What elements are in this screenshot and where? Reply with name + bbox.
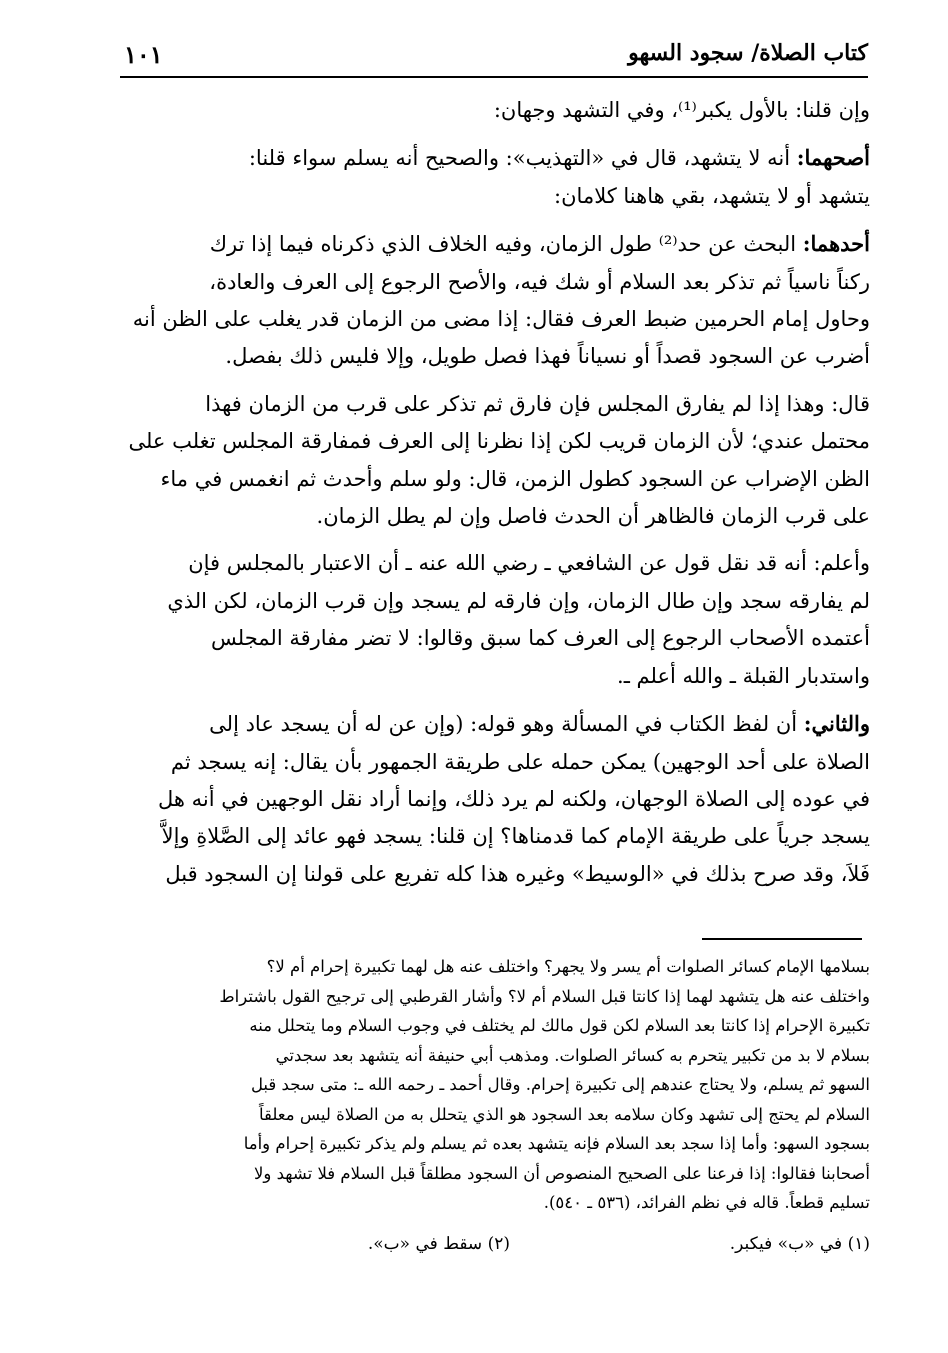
text-line xyxy=(115,225,870,263)
text-line: وأعلم: أنه قد نقل قول عن الشافعي ـ رضي الله عنه ـ أن الاعتبار بالمجلس فإن xyxy=(188,551,870,576)
main-text xyxy=(115,92,870,903)
note-line: أصحابنا فقالوا: إذا فرعنا على الصحيح المنصوص أن السجود مطلقاً قبل السلام فلا تشهد ولا xyxy=(254,1163,870,1183)
paragraph-lead: والثاني: xyxy=(803,711,870,737)
text-line: في عوده إلى الصلاة الوجهان، ولكنه لم يرد ذلك، وإنما أراد نقل الوجهين في أنه هل xyxy=(158,786,870,811)
text-line: الصلاة على أحد الوجهين) يمكن حمله على طريقة الجمهور بأن يقال: إنه يسجد ثم xyxy=(170,749,870,774)
text-line: قال: وهذا إذا لم يفارق المجلس فإن فارق ثم تذكر على قرب من الزمان فهذا xyxy=(205,391,870,416)
footnote-separator xyxy=(702,938,862,940)
paragraph-2 xyxy=(115,139,870,215)
paragraph-3 xyxy=(115,225,870,376)
text-line xyxy=(115,139,870,177)
text-line: محتمل عندي؛ لأن الزمان قريب لكن إذا نظرنا إلى العرف فمفارقة المجلس تغلب على xyxy=(128,429,870,454)
note-line: بسلام لا بد من تكبير يتحرم به كسائر الصلوات. ومذهب أبي حنيفة أنه يتشهد بعد سجدتي xyxy=(275,1045,870,1065)
text-line: ركناً ناسياً ثم تذكر بعد السلام أو شك فيه، والأصح الرجوع إلى العرف والعادة، xyxy=(209,269,870,294)
text-line: واستدبار القبلة ـ والله أعلم ـ. xyxy=(617,663,870,688)
line-text: البحث عن حد⁽²⁾ طول الزمان، وفيه الخلاف الذي ذكرناه فيما إذا ترك xyxy=(209,232,797,257)
paragraph-lead: أصحهما: xyxy=(796,145,870,171)
text-line xyxy=(115,705,870,743)
text-line: أعتمده الأصحاب الرجوع إلى العرف كما سبق وقالوا: لا تضر مفارقة المجلس xyxy=(211,626,870,651)
note-line: تكبيرة الإحرام إذا كانتا بعد السلام لكن قول مالك لم يختلف في وجوب السلام وما يتحلل منه xyxy=(249,1016,870,1035)
page-header xyxy=(120,36,868,78)
paragraph-lead: أحدهما: xyxy=(802,231,870,257)
text-line: أضرب عن السجود قصداً أو نسياناً فهذا فصل طويل، وإلا فليس ذلك بفصل. xyxy=(225,344,870,369)
running-title: كتاب الصلاة/ سجود السهو xyxy=(628,40,868,66)
note-line: بسلامها الإمام كسائر الصلوات أم يسر ولا يجهر؟ واختلف عنه هل لهما تكبيرة إحرام أم لا؟ xyxy=(266,957,870,976)
page-number: ١٠١ xyxy=(124,40,163,69)
paragraph-1 xyxy=(115,92,870,129)
paragraph-6 xyxy=(115,705,870,893)
line-text: أن لفظ الكتاب في المسألة وهو قوله: (وإن عن له أن يسجد عاد إلى xyxy=(209,712,798,737)
footnotes xyxy=(115,1234,870,1264)
text-line: يتشهد أو لا يتشهد، بقي هاهنا كلامان: xyxy=(554,183,870,208)
text-line: وإن قلنا: بالأول يكبر⁽¹⁾، وفي التشهد وجهان: xyxy=(493,98,870,122)
note-line: بسجود السهو: وأما إذا سجد بعد السلام فإنه يتشهد بعده ثم يسلم ولم يذكر تكبيرة إحرام وأما xyxy=(243,1134,870,1153)
text-line: وحاول إمام الحرمين ضبط العرف فقال: إذا مضى من الزمان قدر يغلب على الظن أنه xyxy=(132,307,870,332)
footnote-2: (٢) سقط في «ب». xyxy=(367,1234,510,1254)
footnote-1: (١) في «ب» فيكبر. xyxy=(729,1234,870,1254)
text-line: على قرب الزمان فالظاهر أن الحدث فاصل وإن لم يطل الزمان. xyxy=(316,504,870,529)
text-line: لم يفارقه سجد وإن طال الزمان، وإن فارقه لم يسجد وإن قرب الزمان، لكن الذي xyxy=(167,588,870,613)
paragraph-4 xyxy=(115,386,870,536)
continued-note xyxy=(115,952,870,1218)
text-line: الظن الإضراب عن السجود كطول الزمن، قال: ولو سلم وأحدث ثم انغمس في ماء xyxy=(160,466,870,491)
note-line: واختلف عنه هل يتشهد لهما إذا كانتا قبل السلام أم لا؟ وأشار القرطبي إلى ترجيح القول باشتراط xyxy=(219,986,870,1006)
text-line: يسجد جرياً على طريقة الإمام كما قدمناها؟ إن قلنا: يسجد فهو عائد إلى الصَّلاةِ وإلاَّ xyxy=(161,824,870,849)
note-line: تسليم قطعاً. قاله في نظم الفرائد، (٥٣٦ ـ ٥٤٠). xyxy=(543,1193,870,1212)
note-line: السلام لم يحتج إلى تشهد وكان سلامه بعد السجود هو الذي يتحلل به من الصلاة ليس معلقاً xyxy=(258,1104,870,1124)
text-line: فَلاَ، وقد صرح بذلك في «الوسيط» وغيره هذا كله تفريع على قولنا إن السجود قبل xyxy=(165,861,870,886)
note-line: السهو ثم يسلم، ولا يحتاج عندهم إلى تكبيرة إحرام. وقال أحمد ـ رحمه الله ـ: متى سجد قبل xyxy=(250,1075,870,1094)
paragraph-5 xyxy=(115,545,870,695)
line-text: أنه لا يتشهد، قال في «التهذيب»: والصحيح أنه يسلم سواء قلنا: xyxy=(248,146,791,171)
